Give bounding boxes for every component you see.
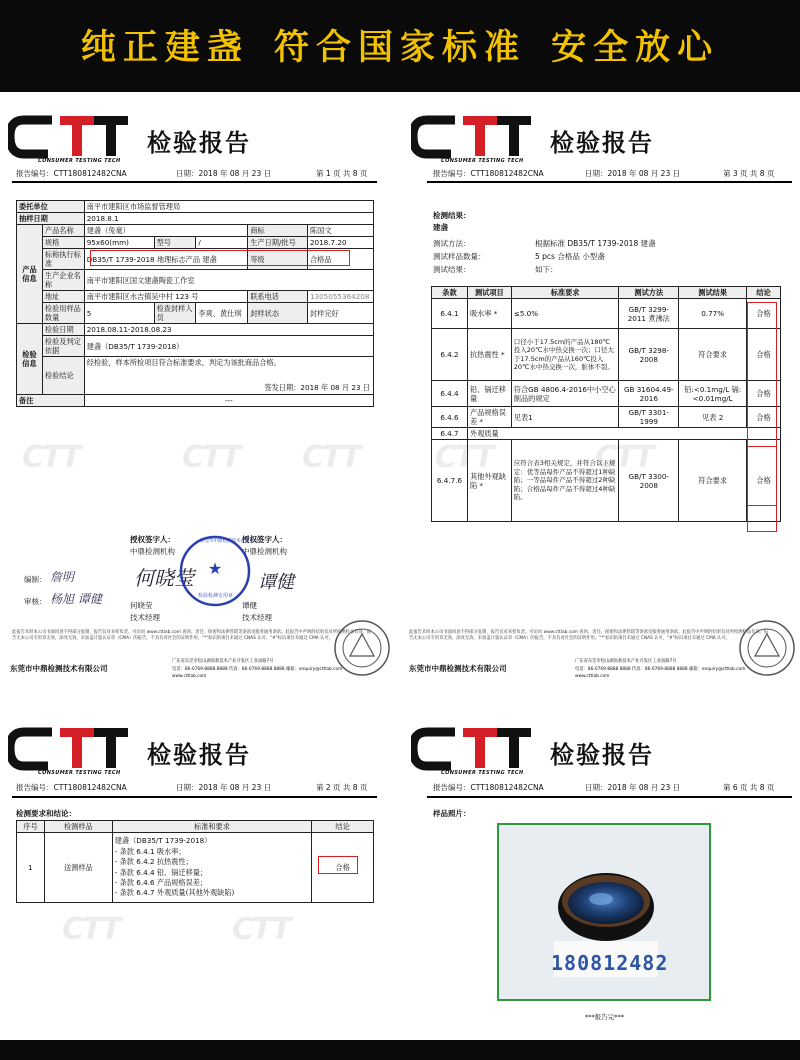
report-end: ***报告完*** [585,1013,624,1021]
report-title: 检验报告 [550,740,654,769]
requirements-table: 序号 检测样品 标准和要求 结论 1 送测样品 建盏（DB35/T 1739-2018） - 条款 6.4.1 吸水率； - 条款 6.4.2 抗热震性； - 条款 6.4.4 铅、镉迁移量； - 条款 6.4.6 产品规格误差； - 条款 6.4.7 外观质量(其他外观缺陷) 合格 [16,820,374,903]
count-label: 测试样品数量： [433,252,486,261]
report-title: 检验报告 [550,128,654,157]
report-number: 报告编号：CTT180812482CNA [16,169,127,178]
logo-subtitle: CONSUMER TESTING TECH [38,770,121,776]
watermark: CTT [22,440,80,475]
report-page-3 [405,110,800,710]
photo-label: 样品照片： [433,809,471,818]
signature-2: 谭健 [258,572,294,593]
reviewer-label: 审核： [24,597,47,606]
signer2-name: 谭健 [242,601,257,610]
table-row: 6.4.4 铅、镉迁移量 符合GB 4806.4-2016中小空心制品的规定 GB 31604.49-2016 铅:<0.1mg/L 镉: <0.01mg/L 合格 [432,381,781,407]
watermark: CTT [232,912,290,947]
highlight-last-conclusion [747,446,777,506]
watermark: CTT [302,440,360,475]
report-date: 日期：2018 年 08 月 23 日 [176,169,272,178]
signer1-title: 技术经理 [130,613,160,622]
signature-1: 何晓莹 [134,566,194,590]
table-row: 6.4.6 产品规格误差 * 见表1 GB/T 3301-1999 见表 2 合格 [432,407,781,428]
report-date: 日期：2018 年 08 月 23 日 [585,169,681,178]
company-name: 东莞市中鼎检测技术有限公司 [10,664,108,673]
result-title: 检测结果： [433,211,471,220]
table-row: 6.4.7 外观质量 [432,428,781,440]
test-results-table: 条款 测试项目 标准要求 测试方法 测试结果 结论 6.4.1 吸水率 * ≤5.0% GB/T 3299-2011 煮沸法 0.77% 合格 6.4.2 抗热震性 * 口径小于17.5cm的产品从180℃投入20℃水中热交换一次；口径大于17.5cm的产品从160℃投入20℃水中热交换一次，脏体不裂。 GB/T 3298-2008 符合要求 合格 6.4.4 铅、镉迁移量 符合GB 4806.4-2016中小空心制品的规定 GB 31604.49-2016 铅:<0.1mg/L 镉: <0.01mg/L 合格 6.4.6 产品规格误差 * 见表1 GB/T 3301-1999 见表 2 合格 6.4.7 外观质量 6.4.7.6 其他外观缺陷 * 应符合表3相关规定，并符合以下规定：优等品每件产品不得超过1种缺陷；一等品每件产品不得超过2种缺陷；合格品每件产品不得超过4种缺陷。 GB/T 3300-2008 符合要求 合格 [431,286,781,522]
std-line: - 条款 6.4.7 外观质量(其他外观缺陷) [114,888,235,898]
header-rule [12,796,377,798]
method-value: 根据标准 DB35/T 1739-2018 建盏 [535,239,656,248]
ctt-logo [411,114,533,162]
sample-code: 180812482 [551,951,669,975]
table-row: 6.4.2 抗热震性 * 口径小于17.5cm的产品从180℃投入20℃水中热交换一次；口径大于17.5cm的产品从160℃投入20℃水中热交换一次，脏体不裂。 GB/T 3298-2008 符合要求 合格 [432,329,781,381]
company-address: 广东省东莞市松山湖高新技术产业开发区工业南路7号 [172,659,274,664]
certification-badge-icon [332,618,392,678]
result-label: 测试结果： [433,265,471,274]
report-title: 检验报告 [147,740,251,769]
report-page-2 [2,722,397,1034]
auth-signer-label-2: 授权签字人： [242,535,287,544]
logo-subtitle: CONSUMER TESTING TECH [38,158,121,164]
seal-text: 东莞市中鼎检测技术有限公司 [200,539,259,544]
company-name: 东莞市中鼎检测技术有限公司 [409,664,507,673]
header-rule [12,181,377,183]
certification-badge-icon [737,618,797,678]
table-row: 6.4.1 吸水率 * ≤5.0% GB/T 3299-2011 煮沸法 0.77% 合格 [432,299,781,329]
report-number: 报告编号：CTT180812482CNA [16,783,127,792]
report-page-1 [2,110,397,710]
top-banner [0,0,800,92]
std-line: - 条款 6.4.1 吸水率； [114,846,186,856]
page-indicator: 第 2 页 共 8 页 [316,783,368,792]
std-line: - 条款 6.4.6 产品规格误差； [114,877,208,887]
page-indicator: 第 6 页 共 8 页 [723,783,775,792]
logo-subtitle: CONSUMER TESTING TECH [441,158,524,164]
report-number: 报告编号：CTT180812482CNA [433,783,544,792]
company-web: www.cttlab.com [575,674,610,679]
report-page-6 [405,722,800,1034]
report-title: 检验报告 [147,128,251,157]
editor-signature: 詹明 [50,570,75,584]
watermark: CTT [62,912,120,947]
result-subject: 建盏 [433,223,448,232]
disclaimer: 此报告未经本公司书面同意不得部分复制，报告仅对来样负责。可访问 www.cttlab.com 查询。责任、保密和法律管辖等条款见服务通用条款。此报告中声明的结果仅对所检测样品有效，报告无本公司专用章无效，涂改无效。未加盖计量认证章（CMA）的报告，不具有对社会的证明作用。"*"标识的项目未通过 CNAS 认可，"#"标识项目未通过 CMA 认可。 [409,630,769,641]
reviewer-signature: 杨旭 谭健 [50,592,102,606]
header-rule [427,181,792,183]
svg-text:★: ★ [207,559,223,578]
auth-signer-label-1: 授权签字人： [130,535,175,544]
ctt-logo [8,726,130,774]
logo-subtitle: CONSUMER TESTING TECH [441,770,524,776]
ctt-logo [8,114,130,162]
watermark: CTT [182,440,240,475]
sample-photo [497,823,711,1001]
std-line: - 条款 6.4.2 抗热震性； [114,857,193,867]
org-label-1: 中鼎检测机构 [130,547,175,556]
highlight-conclusion [318,856,358,874]
watermark: CTT [595,440,653,475]
bottom-bar [0,1040,800,1060]
company-web: www.cttlab.com [172,674,207,679]
report-info-table: 委托单位 南平市建阳区市场监督管理局 抽样日期 2018.8.1 产品信息 产品名称 建盏（兔毫） 商标 陈国文 规格 95x60(mm) 型号 / 生产日期/批号 2018.7.20 标称执行标准 DB35/T 1739-2018 地理标志产品 建盏 等级 合格品 生产企业名称 南平市建阳区国文建盏陶瓷工作室 地址 南平市建阳区水吉镇吴中村 123 号 联系电话 1305055364208 检验用样品数量 5 检查封样人员 李爽、黄仕琪 封样状态 封样完好 检验信息 检验日期 2018.08.11-2018.08.23 检验及判定依据 建盏（DB35/T 1739-2018） 检验结论 经检验，样本所检项目符合标准要求，判定为该批商品合格。 签发日期：2018 年 08 月 23 日 备注 --- [16,200,374,407]
section-title: 检测要求和结论： [16,809,76,818]
highlight-standard [90,250,350,266]
signer2-title: 技术经理 [242,613,272,622]
std-line: - 条款 6.4.4 铅、镉迁移量； [114,867,208,877]
watermark: CTT [435,440,493,475]
table-row: 1 送测样品 建盏（DB35/T 1739-2018） - 条款 6.4.1 吸水率； - 条款 6.4.2 抗热震性； - 条款 6.4.4 铅、镉迁移量； - 条款 6.4.6 产品规格误差； - 条款 6.4.7 外观质量(其他外观缺陷) 合格 [17,833,374,903]
org-label-2: 中鼎检测机构 [242,547,287,556]
disclaimer: 此报告未经本公司书面同意不得部分复制，报告仅对来样负责。可访问 www.cttlab.com 查询。责任、保密和法律管辖等条款见服务通用条款。此报告中声明的结果仅对所检测样品有效，报告无本公司专用章无效，涂改无效。未加盖计量认证章（CMA）的报告，不具有对社会的证明作用。"*"标识的项目未通过 CNAS 认可，"#"标识项目未通过 CMA 认可。 [12,630,372,641]
company-contact: 电话：86-0769-8888 8888 传真：86-0769-8888 8888 邮箱：enquiry@cttlab.com [575,667,746,672]
company-contact: 电话：86-0769-8888 8888 传真：86-0769-8888 8888 邮箱：enquiry@cttlab.com [172,667,343,672]
result-value: 如下： [535,265,558,274]
header-rule [427,796,792,798]
method-label: 测试方法： [433,239,471,248]
page-indicator: 第 3 页 共 8 页 [723,169,775,178]
signer1-name: 何晓莹 [130,601,153,610]
banner-title: 纯正建盏 符合国家标准 安全放心 [80,27,720,68]
std-line: 建盏（DB35/T 1739-2018） [114,836,212,846]
count-value: 5 pcs 合格品 小型盏 [535,252,605,261]
table-row: 6.4.7.6 其他外观缺陷 * 应符合表3相关规定，并符合以下规定：优等品每件产品不得超过1种缺陷；一等品每件产品不得超过2种缺陷；合格品每件产品不得超过4种缺陷。 GB/T 3300-2008 符合要求 合格 [432,440,781,522]
page-indicator: 第 1 页 共 8 页 [316,169,368,178]
company-address: 广东省东莞市松山湖高新技术产业开发区工业南路7号 [575,659,677,664]
seal-subtext: 检验检测专用章 [198,593,234,599]
report-date: 日期：2018 年 08 月 23 日 [176,783,272,792]
ctt-logo [411,726,533,774]
report-number: 报告编号：CTT180812482CNA [433,169,544,178]
editor-label: 编制： [24,575,47,584]
report-date: 日期：2018 年 08 月 23 日 [585,783,681,792]
